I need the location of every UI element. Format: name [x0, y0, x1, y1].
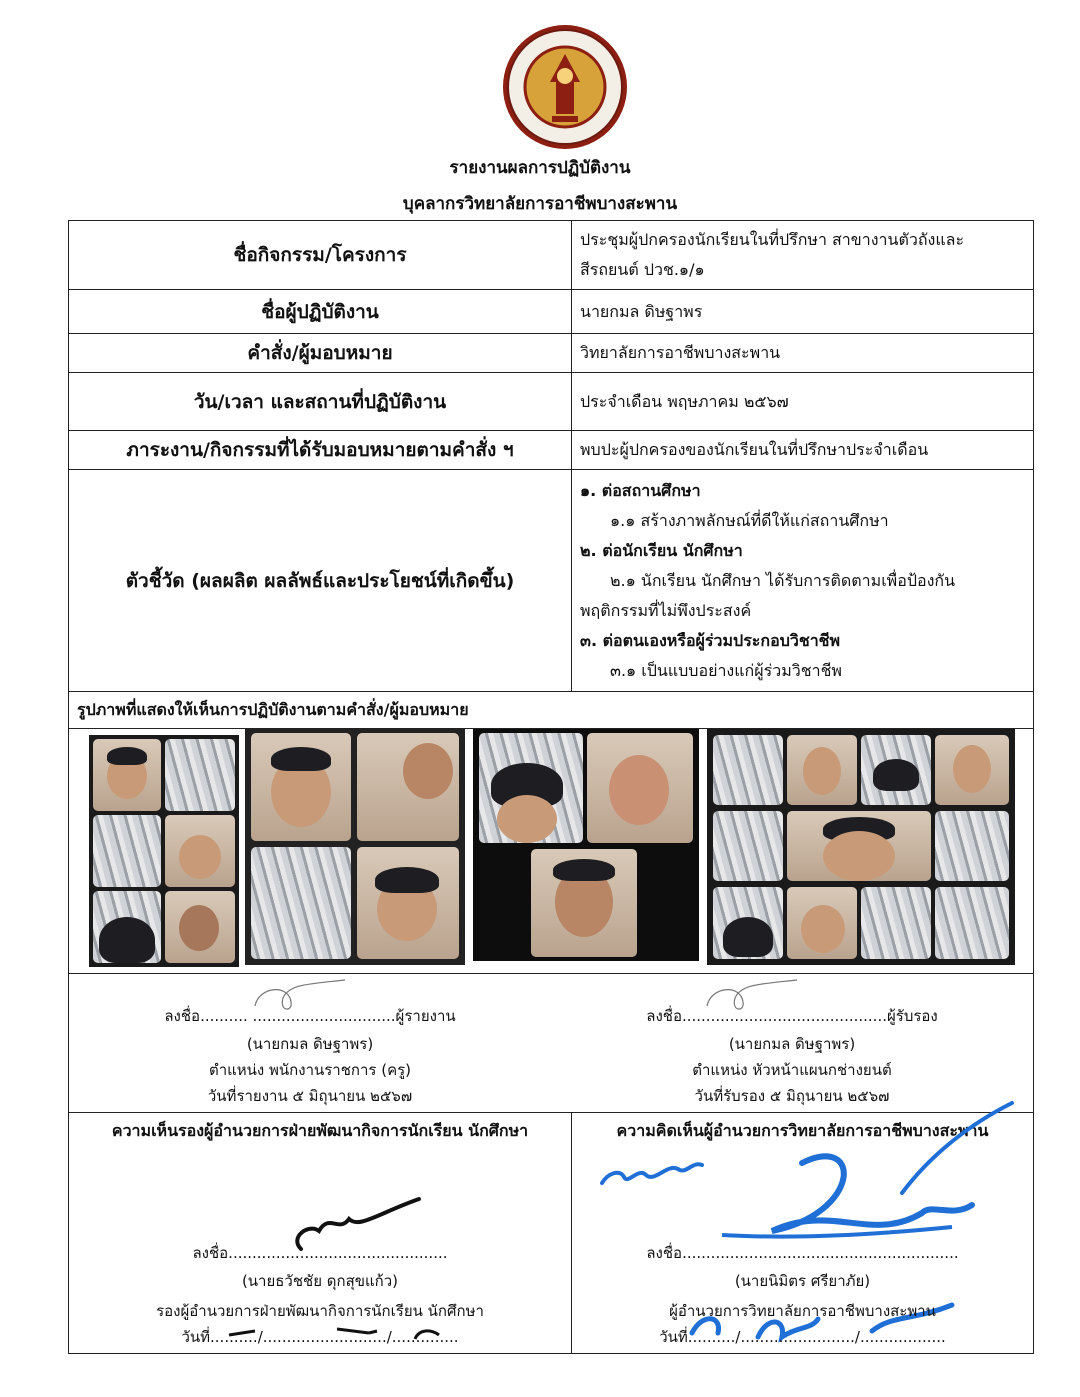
video-tile	[531, 849, 637, 957]
video-tile	[93, 815, 161, 887]
activity-value-line2: สีรถยนต์ ปวช.๑/๑	[580, 260, 705, 279]
video-tile	[787, 811, 931, 881]
meeting-screenshot-1	[89, 735, 239, 967]
report-title: รายงานผลการปฏิบัติงาน	[449, 158, 631, 178]
director-opinion-heading: ความคิดเห็นผู้อำนวยการวิทยาลัยการอาชีพบางสะพาน	[616, 1121, 989, 1140]
certifier-sign-line: ลงชื่อ...........................................ผู้รับรอง	[646, 1007, 938, 1025]
report-subtitle: บุคลากรวิทยาลัยการอาชีพบางสะพาน	[402, 194, 678, 214]
reporter-date: วันที่รายงาน ๕ มิถุนายน ๒๕๖๗	[207, 1087, 413, 1105]
meeting-screenshot-4	[707, 729, 1015, 965]
indicators-label: ตัวชี้วัด (ผลผลิต ผลลัพธ์และประโยชน์ที่เกิดขึ้น)	[69, 470, 572, 692]
reporter-position: ตำแหน่ง พนักงานราชการ (ครู)	[208, 1061, 412, 1079]
table-row	[69, 221, 1034, 290]
deputy-name: (นายธวัชชัย ดุกสุขแก้ว)	[241, 1272, 399, 1290]
activity-label: ชื่อกิจกรรม/โครงการ	[69, 221, 572, 290]
reporter-name: (นายกมล ดิษฐาพร)	[246, 1035, 374, 1053]
video-tile	[713, 735, 783, 805]
video-tile	[787, 887, 857, 959]
indicators-value	[572, 470, 1034, 692]
table-row	[69, 334, 1034, 373]
datetime-label: วัน/เวลา และสถานที่ปฏิบัติงาน	[69, 373, 572, 431]
video-tile	[165, 739, 235, 811]
table-row	[69, 373, 1034, 431]
video-tile	[861, 887, 931, 959]
video-tile	[357, 847, 459, 959]
video-tile	[713, 887, 783, 959]
video-tile	[93, 739, 161, 811]
order-label: คำสั่ง/ผู้มอบหมาย	[69, 334, 572, 373]
table-row	[69, 470, 1034, 692]
report-table	[68, 220, 1034, 1354]
task-label: ภาระงาน/กิจกรรมที่ได้รับมอบหมายตามคำสั่ง ฯ	[69, 431, 572, 470]
deputy-opinion-heading: ความเห็นรองผู้อำนวยการฝ่ายพัฒนากิจการนักเรียน นักศึกษา	[111, 1121, 529, 1140]
video-tile	[357, 733, 459, 841]
video-tile	[93, 891, 161, 963]
performer-value: นายกมล ดิษฐาพร	[572, 290, 1034, 334]
table-row	[69, 290, 1034, 334]
certifier-signature-block	[551, 974, 1033, 1112]
deputy-position: รองผู้อำนวยการฝ่ายพัฒนากิจการนักเรียน นักศึกษา	[156, 1302, 484, 1320]
video-tile	[587, 733, 693, 843]
deputy-sign-line: ลงชื่อ..............................................	[192, 1244, 448, 1262]
photos-cell	[69, 729, 1034, 974]
table-row	[69, 729, 1034, 974]
director-date-line: วันที่........../......................../..................	[659, 1328, 946, 1346]
indicator-heading-1: ๑. ต่อสถานศึกษา	[580, 480, 701, 500]
meeting-screenshot-3	[473, 729, 699, 961]
photos-strip	[69, 729, 1033, 973]
director-position: ผู้อำนวยการวิทยาลัยการอาชีพบางสะพาน	[669, 1302, 936, 1320]
activity-value	[572, 221, 1034, 290]
signature-section	[69, 974, 1034, 1113]
indicator-heading-3: ๓. ต่อตนเองหรือผู้ร่วมประกอบวิชาชีพ	[580, 630, 841, 650]
table-row	[69, 1113, 1034, 1354]
table-row	[69, 974, 1034, 1113]
video-tile	[165, 891, 235, 963]
meeting-screenshot-2	[245, 729, 465, 965]
reporter-signature-block	[69, 974, 551, 1112]
deputy-opinion-cell	[69, 1113, 572, 1354]
reporter-sign-line: ลงชื่อ.......... ..............................ผู้รายงาน	[164, 1007, 456, 1025]
director-sign-line: ลงชื่อ..........................................................	[646, 1244, 959, 1262]
director-opinion-cell	[572, 1113, 1034, 1354]
certifier-name: (นายกมล ดิษฐาพร)	[728, 1035, 856, 1053]
video-tile	[935, 887, 1009, 959]
indicator-heading-2: ๒. ต่อนักเรียน นักศึกษา	[580, 540, 743, 560]
order-value: วิทยาลัยการอาชีพบางสะพาน	[572, 334, 1034, 373]
table-row	[69, 431, 1034, 470]
video-tile	[935, 811, 1009, 881]
indicator-item-2b: พฤติกรรมที่ไม่พึงประสงค์	[580, 600, 752, 620]
indicator-item-2a: ๒.๑ นักเรียน นักศึกษา ได้รับการติดตามเพื่อป้องกัน	[610, 570, 956, 590]
certifier-date: วันที่รับรอง ๕ มิถุนายน ๒๕๖๗	[694, 1087, 890, 1105]
college-seal-logo	[502, 24, 628, 150]
activity-value-line1: ประชุมผู้ปกครองนักเรียนในที่ปรึกษา สาขางานตัวถังและ	[580, 230, 965, 249]
video-tile	[713, 811, 783, 881]
deputy-date-handwriting-icon	[219, 1321, 459, 1345]
video-tile	[861, 735, 931, 805]
datetime-value: ประจำเดือน พฤษภาคม ๒๕๖๗	[572, 373, 1034, 431]
certifier-position: ตำแหน่ง หัวหน้าแผนกช่างยนต์	[692, 1061, 892, 1079]
indicator-item-1: ๑.๑ สร้างภาพลักษณ์ที่ดีให้แก่สถานศึกษา	[610, 510, 889, 530]
video-tile	[251, 847, 351, 959]
video-tile	[935, 735, 1009, 805]
video-tile	[251, 733, 351, 841]
task-value: พบปะผู้ปกครองของนักเรียนในที่ปรึกษาประจำเดือน	[572, 431, 1034, 470]
deputy-date-line: วันที่........../........................../..............	[181, 1328, 459, 1346]
performer-label: ชื่อผู้ปฏิบัติงาน	[69, 290, 572, 334]
table-row	[69, 692, 1034, 729]
photos-heading: รูปภาพที่แสดงให้เห็นการปฏิบัติงานตามคำสั่ง/ผู้มอบหมาย	[69, 692, 1034, 729]
video-tile	[165, 815, 235, 887]
video-tile	[787, 735, 857, 805]
indicator-item-3: ๓.๑ เป็นแบบอย่างแก่ผู้ร่วมวิชาชีพ	[610, 660, 842, 680]
video-tile	[479, 733, 583, 843]
director-name: (นายนิมิตร ศรียาภัย)	[734, 1272, 871, 1290]
